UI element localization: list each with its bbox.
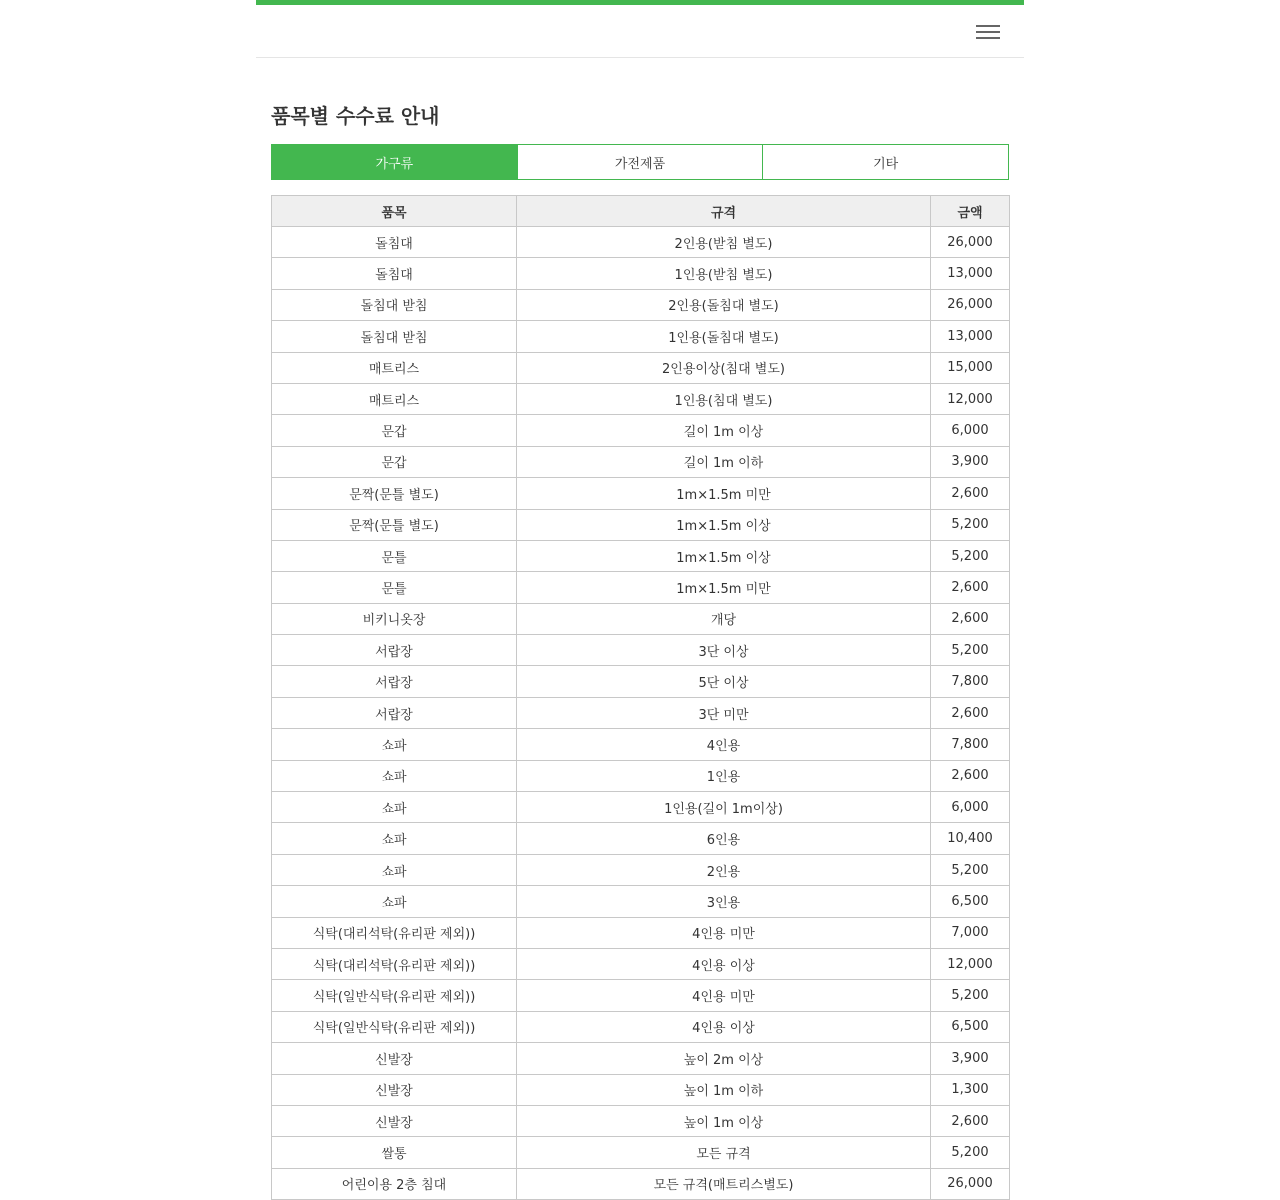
item-cell: 식탁(일반식탁(유리판 제외)) bbox=[272, 980, 517, 1011]
item-cell: 매트리스 bbox=[272, 352, 517, 383]
spec-cell: 2인용이상(침대 별도) bbox=[517, 352, 931, 383]
item-cell: 돌침대 bbox=[272, 227, 517, 258]
spec-cell: 개당 bbox=[517, 603, 931, 634]
spec-cell: 2인용 bbox=[517, 854, 931, 885]
item-cell: 식탁(일반식탁(유리판 제외)) bbox=[272, 1011, 517, 1042]
table-row bbox=[272, 446, 1010, 477]
spec-cell: 모든 규격(매트리스별도) bbox=[517, 1168, 931, 1199]
table-row bbox=[272, 1168, 1010, 1199]
item-cell: 문짝(문틀 별도) bbox=[272, 478, 517, 509]
table-row bbox=[272, 697, 1010, 728]
item-cell: 매트리스 bbox=[272, 383, 517, 414]
item-cell: 쇼파 bbox=[272, 854, 517, 885]
table-row bbox=[272, 258, 1010, 289]
item-cell: 돌침대 받침 bbox=[272, 321, 517, 352]
tab-appliances[interactable]: 가전제품 bbox=[517, 145, 763, 179]
table-row bbox=[272, 227, 1010, 258]
item-cell: 신발장 bbox=[272, 1105, 517, 1136]
table-row bbox=[272, 478, 1010, 509]
fee-table bbox=[271, 195, 1010, 1200]
hamburger-menu-icon[interactable] bbox=[976, 25, 1000, 43]
spec-cell: 3단 미만 bbox=[517, 697, 931, 728]
item-cell: 쌀통 bbox=[272, 1137, 517, 1168]
table-row bbox=[272, 352, 1010, 383]
spec-cell: 1m×1.5m 이상 bbox=[517, 540, 931, 571]
spec-cell: 높이 1m 이하 bbox=[517, 1074, 931, 1105]
table-row bbox=[272, 1043, 1010, 1074]
item-cell: 문틀 bbox=[272, 572, 517, 603]
spec-cell: 4인용 미만 bbox=[517, 917, 931, 948]
spec-cell: 5단 이상 bbox=[517, 666, 931, 697]
spec-cell: 4인용 이상 bbox=[517, 948, 931, 979]
table-row bbox=[272, 572, 1010, 603]
spec-cell: 3단 이상 bbox=[517, 635, 931, 666]
price-cell: 2,600 bbox=[931, 1105, 1010, 1136]
spec-cell: 6인용 bbox=[517, 823, 931, 854]
spec-cell: 1인용 bbox=[517, 760, 931, 791]
table-row bbox=[272, 1011, 1010, 1042]
price-cell: 6,500 bbox=[931, 1011, 1010, 1042]
price-cell: 13,000 bbox=[931, 258, 1010, 289]
price-cell: 7,800 bbox=[931, 729, 1010, 760]
price-cell: 26,000 bbox=[931, 1168, 1010, 1199]
spec-cell: 모든 규격 bbox=[517, 1137, 931, 1168]
table-row bbox=[272, 509, 1010, 540]
price-cell: 7,000 bbox=[931, 917, 1010, 948]
price-cell: 2,600 bbox=[931, 572, 1010, 603]
table-row bbox=[272, 917, 1010, 948]
table-row bbox=[272, 1137, 1010, 1168]
price-cell: 2,600 bbox=[931, 760, 1010, 791]
item-cell: 식탁(대리석탁(유리판 제외)) bbox=[272, 948, 517, 979]
item-cell: 쇼파 bbox=[272, 792, 517, 823]
item-cell: 돌침대 받침 bbox=[272, 289, 517, 320]
column-header-price: 금액 bbox=[931, 196, 1010, 227]
price-cell: 10,400 bbox=[931, 823, 1010, 854]
spec-cell: 길이 1m 이하 bbox=[517, 446, 931, 477]
item-cell: 신발장 bbox=[272, 1043, 517, 1074]
item-cell: 서랍장 bbox=[272, 635, 517, 666]
menu-line bbox=[976, 31, 1000, 33]
table-row bbox=[272, 792, 1010, 823]
table-row bbox=[272, 886, 1010, 917]
spec-cell: 2인용(돌침대 별도) bbox=[517, 289, 931, 320]
item-cell: 쇼파 bbox=[272, 886, 517, 917]
price-cell: 12,000 bbox=[931, 948, 1010, 979]
site-header bbox=[256, 5, 1024, 58]
spec-cell: 1인용(받침 별도) bbox=[517, 258, 931, 289]
table-row bbox=[272, 635, 1010, 666]
tab-furniture[interactable]: 가구류 bbox=[272, 145, 517, 179]
price-cell: 5,200 bbox=[931, 540, 1010, 571]
table-row bbox=[272, 289, 1010, 320]
table-row bbox=[272, 383, 1010, 414]
item-cell: 서랍장 bbox=[272, 697, 517, 728]
table-row bbox=[272, 321, 1010, 352]
tab-other[interactable]: 기타 bbox=[762, 145, 1008, 179]
item-cell: 문갑 bbox=[272, 415, 517, 446]
price-cell: 5,200 bbox=[931, 635, 1010, 666]
item-cell: 문짝(문틀 별도) bbox=[272, 509, 517, 540]
table-row bbox=[272, 603, 1010, 634]
price-cell: 2,600 bbox=[931, 478, 1010, 509]
fee-table-body bbox=[272, 227, 1010, 1200]
table-row bbox=[272, 729, 1010, 760]
spec-cell: 높이 2m 이상 bbox=[517, 1043, 931, 1074]
item-cell: 문틀 bbox=[272, 540, 517, 571]
item-cell: 식탁(대리석탁(유리판 제외)) bbox=[272, 917, 517, 948]
price-cell: 26,000 bbox=[931, 289, 1010, 320]
table-row bbox=[272, 415, 1010, 446]
item-cell: 서랍장 bbox=[272, 666, 517, 697]
price-cell: 5,200 bbox=[931, 854, 1010, 885]
price-cell: 15,000 bbox=[931, 352, 1010, 383]
table-row bbox=[272, 1074, 1010, 1105]
price-cell: 6,500 bbox=[931, 886, 1010, 917]
item-cell: 어린이용 2층 침대 bbox=[272, 1168, 517, 1199]
spec-cell: 4인용 이상 bbox=[517, 1011, 931, 1042]
category-tabs bbox=[271, 144, 1009, 180]
spec-cell: 1m×1.5m 미만 bbox=[517, 572, 931, 603]
table-row bbox=[272, 980, 1010, 1011]
item-cell: 비키니옷장 bbox=[272, 603, 517, 634]
item-cell: 돌침대 bbox=[272, 258, 517, 289]
spec-cell: 2인용(받침 별도) bbox=[517, 227, 931, 258]
spec-cell: 높이 1m 이상 bbox=[517, 1105, 931, 1136]
item-cell: 쇼파 bbox=[272, 823, 517, 854]
table-row bbox=[272, 948, 1010, 979]
price-cell: 3,900 bbox=[931, 446, 1010, 477]
price-cell: 26,000 bbox=[931, 227, 1010, 258]
spec-cell: 1인용(돌침대 별도) bbox=[517, 321, 931, 352]
item-cell: 문갑 bbox=[272, 446, 517, 477]
table-row bbox=[272, 540, 1010, 571]
page-title: 품목별 수수료 안내 bbox=[271, 104, 440, 128]
spec-cell: 1m×1.5m 이상 bbox=[517, 509, 931, 540]
spec-cell: 1인용(길이 1m이상) bbox=[517, 792, 931, 823]
table-row bbox=[272, 823, 1010, 854]
spec-cell: 1인용(침대 별도) bbox=[517, 383, 931, 414]
spec-cell: 3인용 bbox=[517, 886, 931, 917]
price-cell: 5,200 bbox=[931, 509, 1010, 540]
table-row bbox=[272, 760, 1010, 791]
item-cell: 쇼파 bbox=[272, 760, 517, 791]
price-cell: 12,000 bbox=[931, 383, 1010, 414]
price-cell: 6,000 bbox=[931, 792, 1010, 823]
main-content bbox=[256, 58, 1024, 1200]
price-cell: 2,600 bbox=[931, 603, 1010, 634]
price-cell: 5,200 bbox=[931, 980, 1010, 1011]
page-container bbox=[256, 0, 1024, 1200]
price-cell: 7,800 bbox=[931, 666, 1010, 697]
table-header-row bbox=[272, 196, 1010, 227]
column-header-item: 품목 bbox=[272, 196, 517, 227]
item-cell: 쇼파 bbox=[272, 729, 517, 760]
spec-cell: 4인용 미만 bbox=[517, 980, 931, 1011]
spec-cell: 1m×1.5m 미만 bbox=[517, 478, 931, 509]
price-cell: 2,600 bbox=[931, 697, 1010, 728]
table-row bbox=[272, 1105, 1010, 1136]
price-cell: 1,300 bbox=[931, 1074, 1010, 1105]
price-cell: 5,200 bbox=[931, 1137, 1010, 1168]
spec-cell: 4인용 bbox=[517, 729, 931, 760]
price-cell: 13,000 bbox=[931, 321, 1010, 352]
menu-line bbox=[976, 25, 1000, 27]
price-cell: 3,900 bbox=[931, 1043, 1010, 1074]
column-header-spec: 규격 bbox=[517, 196, 931, 227]
price-cell: 6,000 bbox=[931, 415, 1010, 446]
spec-cell: 길이 1m 이상 bbox=[517, 415, 931, 446]
menu-line bbox=[976, 37, 1000, 39]
table-row bbox=[272, 666, 1010, 697]
item-cell: 신발장 bbox=[272, 1074, 517, 1105]
table-row bbox=[272, 854, 1010, 885]
